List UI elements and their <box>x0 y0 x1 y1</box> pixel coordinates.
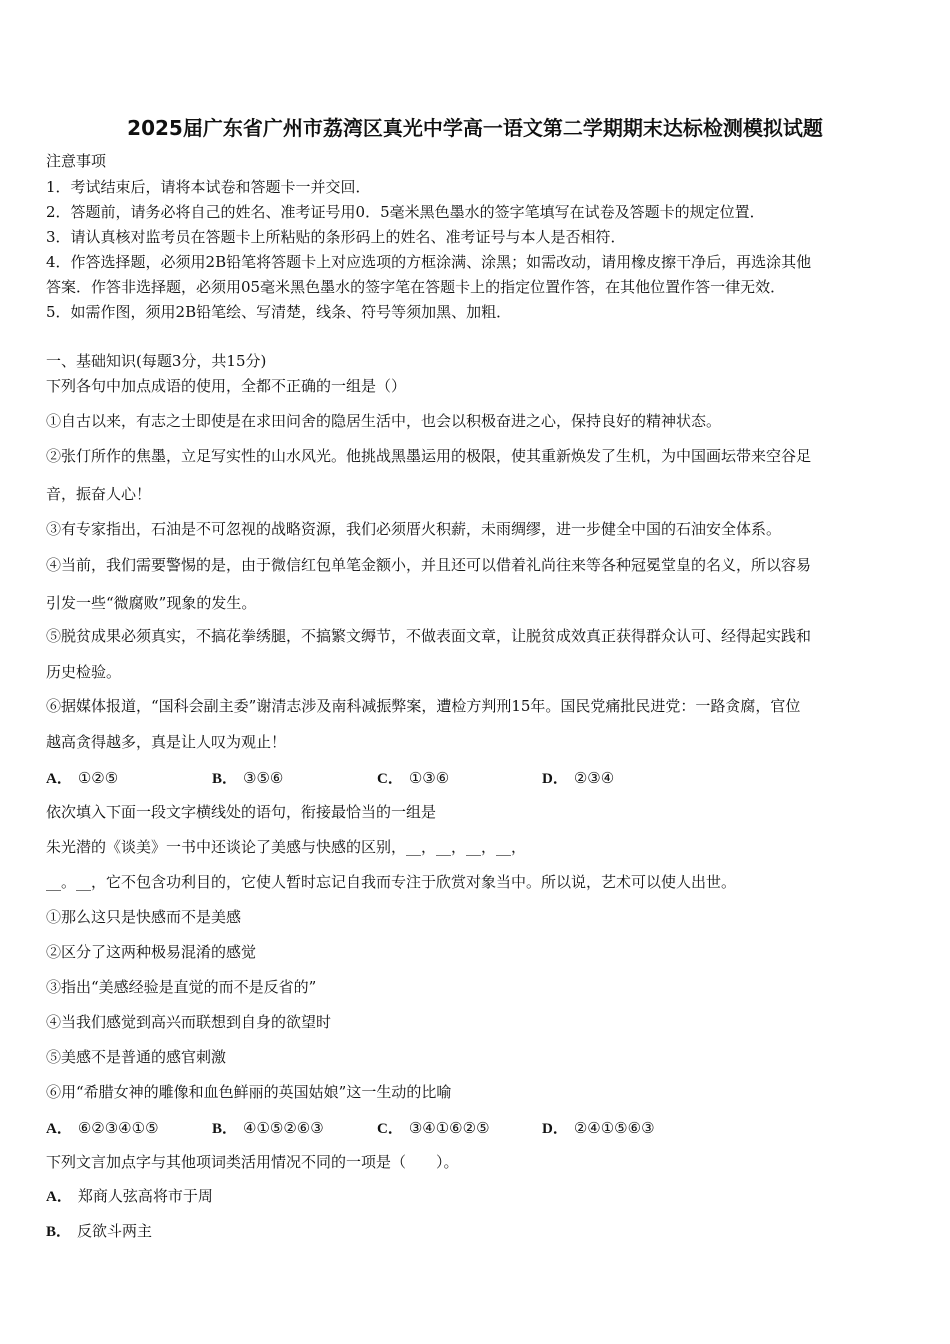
notice-heading: 注意事项 <box>46 152 107 170</box>
question-sentence: 历史检验。 <box>46 663 122 681</box>
question-sentence: ②张仃所作的焦墨，立足写实性的山水风光。他挑战黑墨运用的极限，使其重新焕发了生机，为中国画坛带来空谷足 <box>46 447 812 465</box>
notice-item: 5．如需作图，须用2B铅笔绘、写清楚，线条、符号等须加黑、加粗． <box>46 303 512 321</box>
question-sentence: 音，振奋人心！ <box>46 485 152 503</box>
question-sentence: ①自古以来，有志之士即使是在求田问舍的隐居生活中，也会以积极奋进之心，保持良好的精神状态。 <box>46 412 722 430</box>
question-sentence: 引发一些“微腐败”现象的发生。 <box>46 594 257 612</box>
answer-option-c[interactable]: C． ①③⑥ <box>377 769 450 787</box>
question-item: ①那么这只是快感而不是美感 <box>46 908 242 926</box>
section-heading: 一、基础知识(每题3分，共15分) <box>46 352 267 370</box>
notice-item: 答案．作答非选择题，必须用05毫米黑色墨水的签字笔在答题卡上的指定位置作答，在其他位置作答一律无效． <box>46 278 786 296</box>
question-sentence: 越高贪得越多，真是让人叹为观止！ <box>46 733 287 751</box>
question-sentence: ③有专家指出，石油是不可忽视的战略资源，我们必须厝火积薪，未雨绸缪，进一步健全中国的石油安全体系。 <box>46 520 782 538</box>
question-stem: 下列文言加点字与其他项词类活用情况不同的一项是（ ）。 <box>46 1153 459 1171</box>
question-item: ②区分了这两种极易混淆的感觉 <box>46 943 257 961</box>
page-title: 2025届广东省广州市荔湾区真光中学高一语文第二学期期末达标检测模拟试题 <box>127 116 823 140</box>
notice-item: 1．考试结束后，请将本试卷和答题卡一并交回． <box>46 178 371 196</box>
question-passage: 朱光潜的《谈美》一书中还谈论了美感与快感的区别，__，__，__，__， <box>46 838 527 856</box>
answer-option-b[interactable]: B． ③⑤⑥ <box>212 769 284 787</box>
question-item: ③指出“美感经验是直觉的而不是反省的” <box>46 978 317 996</box>
answer-option-c[interactable]: C． ③④①⑥②⑤ <box>377 1119 490 1137</box>
answer-option-d[interactable]: D． ②④①⑤⑥③ <box>542 1119 655 1137</box>
question-stem: 下列各句中加点成语的使用，全都不正确的一组是（） <box>46 377 407 395</box>
notice-item: 2．答题前，请务必将自己的姓名、准考证号用0．5毫米黑色墨水的签字笔填写在试卷及答题卡的规定位置． <box>46 203 765 221</box>
question-stem: 依次填入下面一段文字横线处的语句，衔接最恰当的一组是 <box>46 803 437 821</box>
answer-option-b[interactable]: B． ④①⑤②⑥③ <box>212 1119 324 1137</box>
question-sentence: ⑥据媒体报道，“国科会副主委”谢清志涉及南科减振弊案，遭检方判刑15年。国民党痛批民进党：一路贪腐，官位 <box>46 697 801 715</box>
answer-option-b[interactable]: B． 反欲斗两主 <box>46 1222 153 1240</box>
question-item: ⑤美感不是普通的感官刺激 <box>46 1048 227 1066</box>
answer-option-a[interactable]: A． 郑商人弦高将市于周 <box>46 1187 213 1205</box>
notice-item: 3．请认真核对监考员在答题卡上所粘贴的条形码上的姓名、准考证号与本人是否相符． <box>46 228 626 246</box>
answer-option-a[interactable]: A． ⑥②③④①⑤ <box>46 1119 159 1137</box>
question-sentence: ④当前，我们需要警惕的是，由于微信红包单笔金额小，并且还可以借着礼尚往来等各种冠冕堂皇的名义，所以容易 <box>46 556 812 574</box>
answer-option-d[interactable]: D． ②③④ <box>542 769 615 787</box>
question-sentence: ⑤脱贫成果必须真实，不搞花拳绣腿，不搞繁文缛节，不做表面文章，让脱贫成效真正获得群众认可、经得起实践和 <box>46 627 812 645</box>
question-item: ④当我们感觉到高兴而联想到自身的欲望时 <box>46 1013 332 1031</box>
notice-item: 4．作答选择题，必须用2B铅笔将答题卡上对应选项的方框涂满、涂黑；如需改动，请用橡皮擦干净后，再选涂其他 <box>46 253 812 271</box>
answer-option-a[interactable]: A． ①②⑤ <box>46 769 119 787</box>
question-passage: __。__，它不包含功利目的，它使人暂时忘记自我而专注于欣赏对象当中。所以说，艺术可以使人出世。 <box>46 873 737 891</box>
question-item: ⑥用“希腊女神的雕像和血色鲜丽的英国姑娘”这一生动的比喻 <box>46 1083 452 1101</box>
